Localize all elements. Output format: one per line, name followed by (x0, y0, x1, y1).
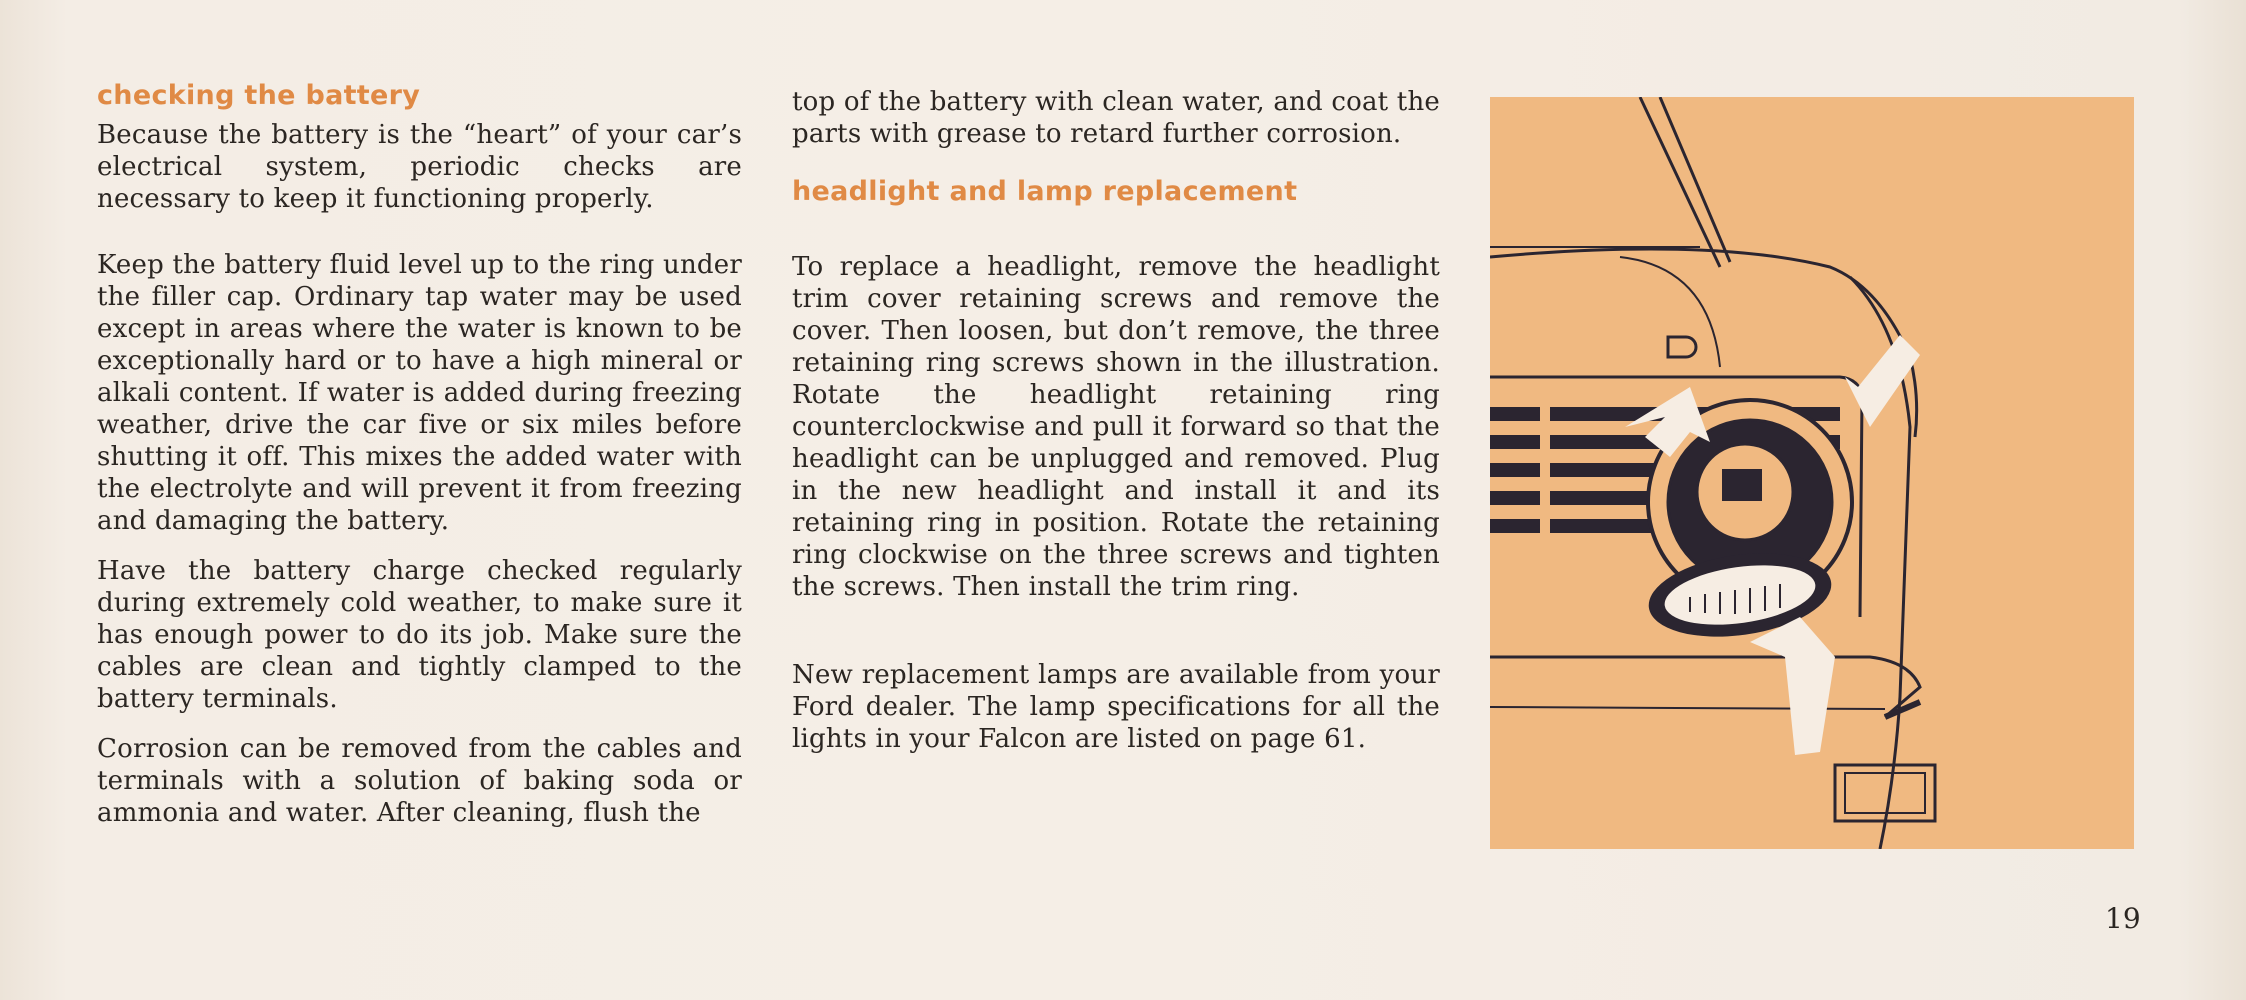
battery-paragraph-1: Because the battery is the “heart” of your car’s electrical system, periodic checks are necessary to keep it functioning properly. (97, 120, 742, 214)
battery-paragraph-3: Have the battery charge checked regularly during extremely cold weather, to make sure it has enough power to do its job. Make sure the cables are clean and tightly clamped to the battery terminals. (97, 556, 742, 714)
battery-heading: checking the battery (97, 80, 421, 111)
emblem-icon (1668, 337, 1696, 357)
car-headlight-illustration (1490, 97, 2134, 849)
battery-continuation: top of the battery with clean water, and coat the parts with grease to retard further corrosion. (792, 87, 1440, 149)
headlight-drawing (1490, 97, 2134, 849)
page-number: 19 (2105, 902, 2141, 935)
headlight-heading: headlight and lamp replacement (792, 176, 1298, 207)
battery-paragraph-2: Keep the battery fluid level up to the ring under the filler cap. Ordinary tap water may be used except in areas where the water is known to be exceptionally hard or to have a high mineral or alkali content. If water is added during freezing weather, drive the car five or six miles before shutting it off. This mixes the added water with the electrolyte and will prevent it from freezing and damaging the battery. (97, 250, 742, 536)
left-column (97, 80, 742, 829)
headlight-paragraph-1: To replace a headlight, remove the headlight trim cover retaining screws and remove the cover. Then loosen, but don’t remove, the three retaining ring screws shown in the illustration. Rotate the headlight retaining ring counterclockwise and pull it forward so that the headlight can be unplugged and removed. Plug in the new headlight and install it and its retaining ring in position. Rotate the retaining ring clockwise on the three screws and tighten the screws. Then install the trim ring. (792, 252, 1440, 602)
middle-column (792, 86, 1440, 755)
battery-paragraph-4: Corrosion can be removed from the cables and terminals with a solution of baking soda or ammonia and water. After cleaning, flush the (97, 734, 742, 828)
arrow-bottom-icon (1750, 617, 1835, 755)
headlight-paragraph-2: New replacement lamps are available from your Ford dealer. The lamp specifications for all the lights in your Falcon are listed on page 61. (792, 660, 1440, 754)
